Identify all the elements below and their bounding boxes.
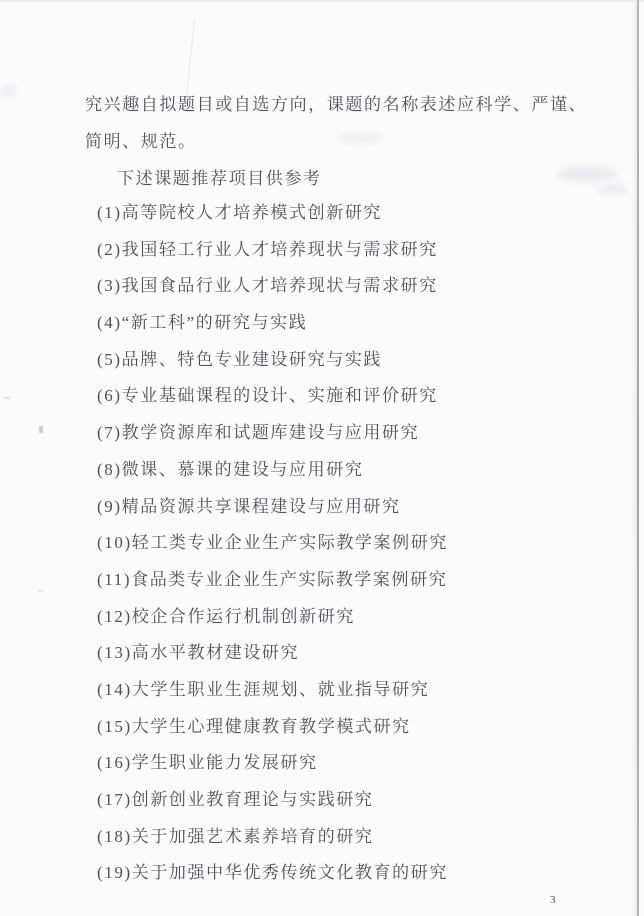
list-item: (18)关于加强艺术素养培育的研究 bbox=[97, 826, 374, 846]
list-item: (14)大学生职业生涯规划、就业指导研究 bbox=[97, 679, 430, 699]
list-item: (5)品牌、特色专业建设研究与实践 bbox=[97, 349, 383, 369]
list-item: (7)教学资源库和试题库建设与应用研究 bbox=[97, 423, 420, 443]
scan-speck bbox=[4, 397, 10, 399]
paragraph-line-1: 究兴趣自拟题目或自选方向，课题的名称表述应科学、严谨、 bbox=[85, 95, 588, 114]
list-item: (16)学生职业能力发展研究 bbox=[97, 753, 318, 773]
scan-right-edge bbox=[637, 0, 639, 916]
list-item: (12)校企合作运行机制创新研究 bbox=[97, 606, 355, 626]
paragraph-line-2: 简明、规范。 bbox=[85, 132, 197, 151]
ink-bleed-smudge bbox=[556, 166, 618, 182]
list-item: (19)关于加强中华优秀传统文化教育的研究 bbox=[97, 863, 448, 883]
ink-bleed-smudge bbox=[598, 184, 628, 194]
scan-speck bbox=[38, 590, 43, 592]
paragraph bbox=[85, 86, 605, 160]
list-item: (8)微课、慕课的建设与应用研究 bbox=[97, 459, 364, 479]
list-item: (2)我国轻工行业人才培养现状与需求研究 bbox=[97, 239, 438, 259]
list-item: (3)我国食品行业人才培养现状与需求研究 bbox=[97, 276, 438, 296]
intro-line: 下述课题推荐项目供参考 bbox=[117, 169, 322, 188]
scan-speck bbox=[39, 426, 43, 433]
list-item: (10)轻工类专业企业生产实际教学案例研究 bbox=[97, 533, 448, 553]
page-number: 3 bbox=[550, 894, 556, 906]
list-item: (15)大学生心理健康教育教学模式研究 bbox=[97, 716, 411, 736]
list-item: (9)精品资源共享课程建设与应用研究 bbox=[97, 496, 401, 516]
list-item: (17)创新创业教育理论与实践研究 bbox=[97, 790, 374, 809]
scan-top-edge bbox=[0, 0, 644, 2]
list-item: (1)高等院校人才培养模式创新研究 bbox=[97, 203, 383, 222]
list-item: (11)食品类专业企业生产实际教学案例研究 bbox=[97, 569, 448, 589]
list-item: (13)高水平教材建设研究 bbox=[97, 643, 300, 663]
list-item: (6)专业基础课程的设计、实施和评价研究 bbox=[97, 386, 438, 406]
list-item: (4)“新工科”的研究与实践 bbox=[97, 313, 308, 333]
topic-list bbox=[97, 195, 448, 892]
ink-bleed-smudge bbox=[0, 86, 16, 96]
